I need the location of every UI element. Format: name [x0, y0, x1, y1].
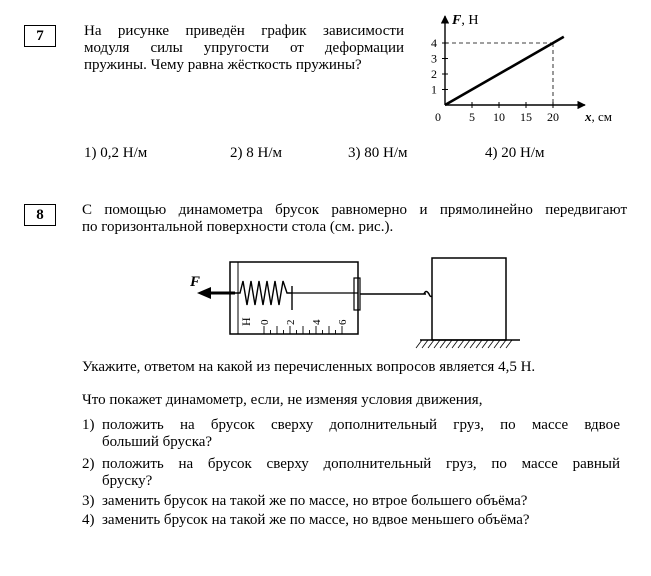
x-tick-label: 5 — [469, 110, 475, 124]
q7-answer-2[interactable]: 2) 8 Н/м — [230, 145, 282, 161]
y-tick-label: 4 — [431, 36, 437, 50]
data-series-line — [445, 37, 564, 105]
option-number: 4) — [82, 512, 95, 528]
q8-option-3[interactable] — [82, 493, 620, 510]
option-number: 3) — [82, 493, 95, 509]
q7-answer-4[interactable]: 4) 20 Н/м — [485, 145, 545, 161]
hatch-line — [500, 340, 506, 348]
hatch-line — [422, 340, 428, 348]
q8-text — [82, 202, 627, 236]
hatch-line — [434, 340, 440, 348]
origin-label: 0 — [435, 110, 441, 124]
option-text-line: больший бруска? — [102, 434, 213, 450]
hatch-line — [452, 340, 458, 348]
block — [432, 258, 506, 340]
question-number-7: 7 — [24, 25, 56, 47]
question-number-8: 8 — [24, 204, 56, 226]
q8-text-line: по горизонтальной поверхности стола (см. рис.). — [82, 219, 394, 235]
dynamometer-end-plate — [354, 278, 360, 310]
option-text-line: заменить брусок на такой же по массе, но вдвое меньшего объёма? — [102, 512, 530, 528]
hatch-line — [482, 340, 488, 348]
scale-label: 4 — [311, 319, 323, 325]
y-axis-label: F, Н — [452, 13, 479, 28]
q8-question: Что покажет динамометр, если, не изменяя условия движения, — [82, 392, 483, 408]
hatch-line — [494, 340, 500, 348]
dynamometer-figure — [180, 248, 540, 358]
option-number: 1) — [82, 417, 95, 433]
option-number: 2) — [82, 456, 95, 472]
option-text-line: бруску? — [102, 473, 153, 489]
hatch-line — [458, 340, 464, 348]
hatch-line — [416, 340, 422, 348]
hatch-line — [446, 340, 452, 348]
hatch-line — [428, 340, 434, 348]
q8-option-2[interactable] — [82, 456, 620, 490]
q8-option-4[interactable] — [82, 512, 620, 529]
option-text-line: заменить брусок на такой же по массе, но втрое большего объёма? — [102, 493, 528, 509]
hatch-line — [488, 340, 494, 348]
table-hatching — [416, 340, 512, 348]
x-axis-label: x, см — [585, 109, 612, 124]
y-tick-label: 1 — [431, 82, 437, 97]
force-label: F — [190, 274, 201, 290]
q7-text-line: модуля силы упругости от деформации — [84, 40, 404, 56]
q7-answer-3[interactable]: 3) 80 Н/м — [348, 145, 408, 161]
q8-note: Укажите, ответом на какой из перечисленных вопросов является 4,5 Н. — [82, 359, 536, 375]
option-text-line: положить на брусок сверху дополнительный груз, по массе равный — [102, 456, 620, 472]
scale-label: 2 — [285, 319, 297, 325]
hatch-line — [476, 340, 482, 348]
q7-graph — [420, 10, 640, 130]
y-tick-label: 2 — [431, 67, 437, 81]
hatch-line — [464, 340, 470, 348]
option-text-line: положить на брусок сверху дополнительный груз, по массе вдвое — [102, 417, 620, 433]
q7-text-line: На рисунке приведён график зависимости — [84, 23, 404, 39]
scale-label: 6 — [337, 319, 349, 325]
x-tick-label: 10 — [493, 110, 505, 124]
scale-label: 0 — [259, 319, 271, 325]
spring — [230, 281, 292, 305]
hatch-line — [470, 340, 476, 348]
q7-answer-1[interactable]: 1) 0,2 Н/м — [84, 145, 148, 161]
q7-text-line: пружины. Чему равна жёсткость пружины? — [84, 57, 362, 73]
q8-text-line: С помощью динамометра брусок равномерно и прямолинейно передвигают — [82, 202, 627, 218]
hatch-line — [440, 340, 446, 348]
x-tick-label: 15 — [520, 110, 532, 124]
q8-option-1[interactable] — [82, 417, 620, 451]
x-tick-label: 20 — [547, 110, 559, 124]
hatch-line — [506, 340, 512, 348]
q7-text — [84, 23, 404, 74]
scale-unit-label: Н — [239, 317, 253, 326]
y-tick-label: 3 — [431, 51, 437, 66]
